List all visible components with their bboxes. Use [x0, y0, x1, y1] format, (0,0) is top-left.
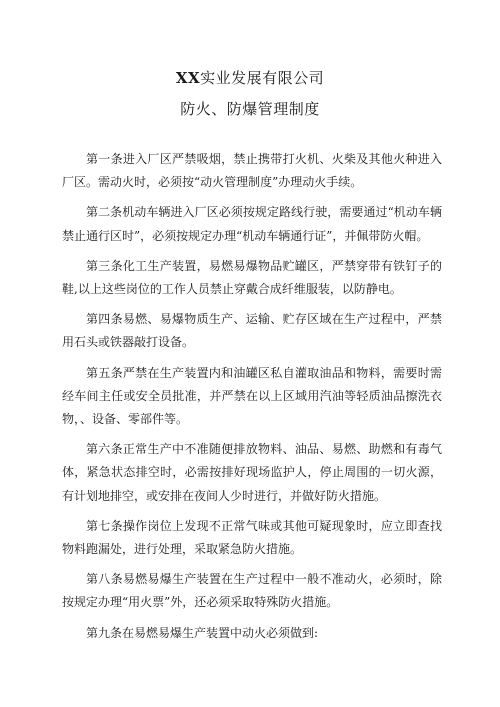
article-9: 第九条在易燃易爆生产装置中动火必须做到: — [86, 625, 319, 640]
article-5: 第五条严禁在生产装置内和油罐区私自灌取油品和物料，需要时需经车间主任或安全员批准，并严禁在以上区域用汽油等轻质油品擦洗衣物，、设备、零部件等。 — [62, 365, 442, 427]
company-name-prefix: XX — [175, 69, 201, 87]
article-2: 第二条机动车辆进入厂区必须按规定路线行驶，需要通过“机动车辆禁止通行区时”，必须按规定办理“机动车辆通行证”，并佩带防火帽。 — [62, 205, 442, 243]
article-1: 第一条进入厂区严禁吸烟，禁止携带打火机、火柴及其他火种进入厂区。需动火时，必须按“动火管理制度”办理动火手续。 — [62, 152, 442, 190]
article-4: 第四条易燃、易爆物质生产、运输、贮存区域在生产过程中，严禁用石头或铁器敲打设备。 — [62, 312, 442, 350]
company-name-suffix: 实业发展有限公司 — [200, 69, 325, 87]
article-7: 第七条操作岗位上发现不正常气味或其他可疑现象时，应立即查找物料跑漏处，进行处理，采取紧急防火措施。 — [62, 518, 442, 557]
article-8: 第八条易燃易爆生产装置在生产过程中一般不准动火，必须时，除按规定办理“用火票”外，还必须采取特殊防火措施。 — [62, 572, 442, 610]
article-6: 第六条正常生产中不准随便排放物料、油品、易燃、助燃和有毒气体，紧急状态排空时，必需按排好现场监护人，停止周围的一切火源，有计划地排空，或安排在夜间人少时进行，并做好防火措施。 — [62, 442, 442, 503]
document-title: 防火、防爆管理制度 — [180, 100, 320, 118]
document-body — [62, 148, 442, 652]
company-name — [0, 67, 500, 88]
article-3: 第三条化工生产装置，易燃易爆物品贮罐区，严禁穿带有铁钉子的鞋,以上这些岗位的工作人员禁止穿戴合成纤维服装，以防静电。 — [62, 258, 442, 297]
